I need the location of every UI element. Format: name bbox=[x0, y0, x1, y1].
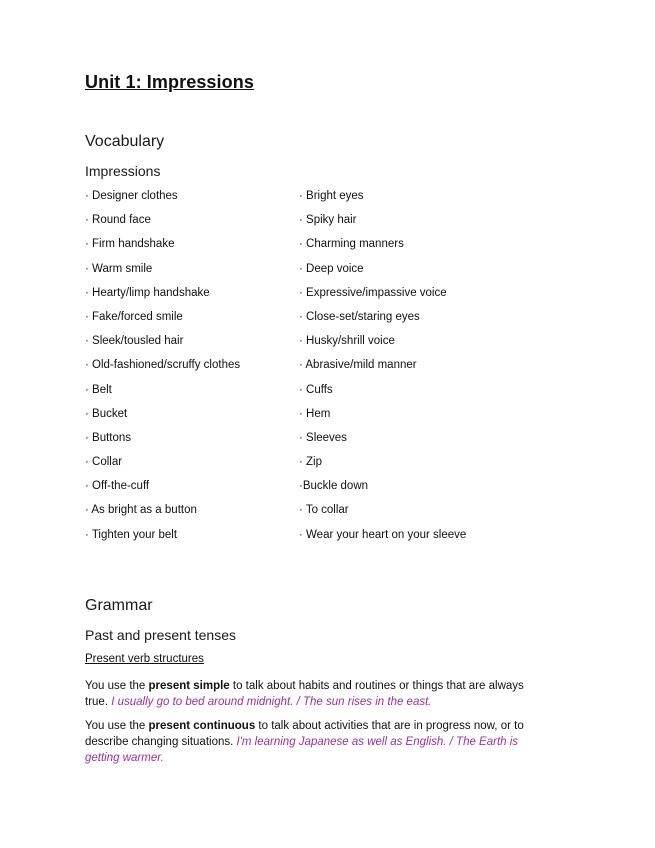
present-simple-paragraph bbox=[85, 678, 525, 710]
vocab-list-left bbox=[85, 188, 240, 551]
vocab-item: · Close-set/staring eyes bbox=[299, 310, 420, 323]
vocab-item: · Expressive/impassive voice bbox=[299, 286, 447, 299]
vocab-item: · Cuffs bbox=[299, 383, 333, 396]
impressions-subheading: Impressions bbox=[85, 163, 161, 179]
vocab-item: · Hem bbox=[299, 407, 331, 420]
vocab-item: ·Buckle down bbox=[299, 480, 369, 493]
vocab-item: · Bright eyes bbox=[299, 190, 364, 202]
vocab-item: · As bright as a button bbox=[85, 504, 197, 517]
vocab-item: · Wear your heart on your sleeve bbox=[299, 528, 467, 541]
p2-post: to talk about activities that are in progress now, or to describe changing situations. bbox=[85, 720, 524, 748]
p1-pre: You use the bbox=[85, 680, 149, 692]
vocab-item: · Sleeves bbox=[299, 431, 347, 444]
page-title: Unit 1: Impressions bbox=[85, 72, 254, 92]
present-continuous-example: I'm learning Japanese as well as English. / The Earth is getting warmer. bbox=[85, 736, 519, 764]
vocab-item: · Husky/shrill voice bbox=[299, 335, 395, 348]
grammar-heading: Grammar bbox=[85, 597, 153, 614]
tenses-subheading: Past and present tenses bbox=[85, 627, 236, 643]
vocab-item: · Old-fashioned/scruffy clothes bbox=[85, 359, 241, 372]
vocab-list-right bbox=[299, 188, 466, 551]
vocab-item: · Charming manners bbox=[299, 238, 404, 251]
vocabulary-heading: Vocabulary bbox=[85, 133, 165, 150]
vocab-item: · Deep voice bbox=[299, 262, 364, 275]
vocab-item: · Tighten your belt bbox=[85, 528, 178, 541]
present-simple-term: present simple bbox=[148, 680, 230, 692]
vocab-item: · Designer clothes bbox=[85, 190, 178, 202]
vocab-item: · Fake/forced smile bbox=[85, 310, 183, 323]
present-simple-example: I usually go to bed around midnight. / The sun rises in the east. bbox=[111, 696, 432, 708]
vocab-item: · Spiky hair bbox=[299, 214, 357, 227]
vocab-item: · Warm smile bbox=[85, 262, 153, 275]
vocab-item: · Buttons bbox=[85, 431, 132, 444]
vocab-item: · Sleek/tousled hair bbox=[85, 335, 184, 348]
present-continuous-paragraph bbox=[85, 718, 525, 766]
vocab-item: · Bucket bbox=[85, 407, 128, 420]
present-verb-structures-label: Present verb structures bbox=[85, 653, 204, 665]
vocab-item: · To collar bbox=[299, 504, 349, 517]
vocab-item: · Firm handshake bbox=[85, 238, 175, 251]
vocab-item: · Zip bbox=[299, 456, 322, 469]
vocab-item: · Collar bbox=[85, 456, 123, 469]
vocab-item: · Belt bbox=[85, 383, 112, 396]
vocab-item: · Abrasive/mild manner bbox=[299, 359, 417, 372]
vocab-item: · Round face bbox=[85, 214, 151, 227]
present-continuous-term: present continuous bbox=[148, 720, 256, 732]
p2-pre: You use the bbox=[85, 720, 149, 732]
vocab-item: · Off-the-cuff bbox=[85, 480, 150, 493]
vocab-item: · Hearty/limp handshake bbox=[85, 286, 210, 299]
p1-post: to talk about habits and routines or things that are always true. bbox=[85, 680, 524, 708]
